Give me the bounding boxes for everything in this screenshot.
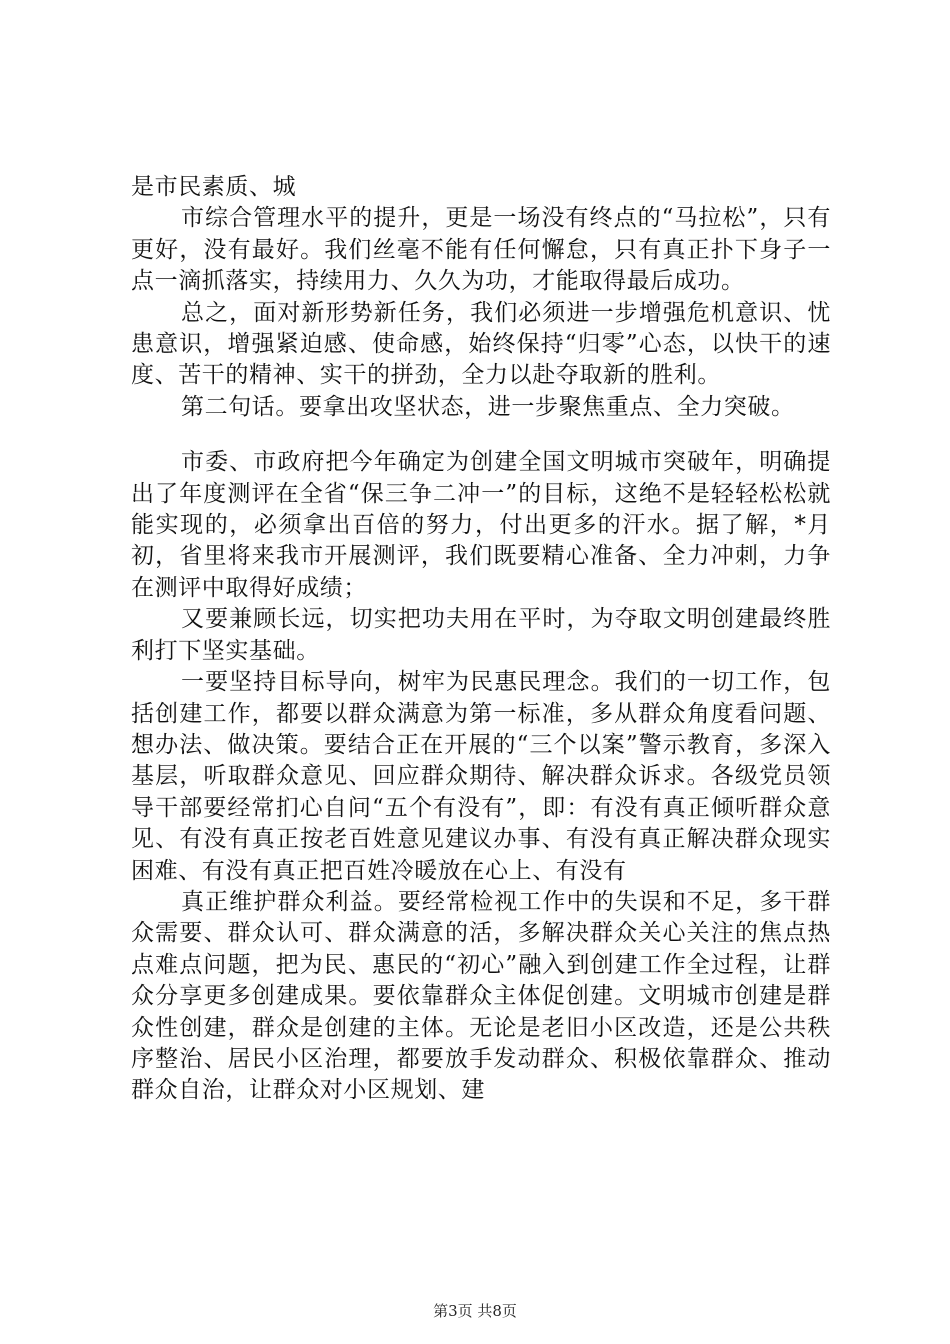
paragraph: 真正维护群众利益。要经常检视工作中的失误和不足，多干群众需要、群众认可、群众满意的活，多解决群众关心关注的焦点热点难点问题，把为民、惠民的“初心”融入到创建工作全过程，让群众分享更多创建成果。要依靠群众主体促创建。文明城市创建是群众性创建，群众是创建的主体。无论是老旧小区改造，还是公共秩序整治、居民小区治理，都要放手发动群众、积极依靠群众、推动群众自治，让群众对小区规划、建 [131,888,831,1104]
paragraph: 一要坚持目标导向，树牢为民惠民理念。我们的一切工作，包括创建工作，都要以群众满意为第一标准，多从群众角度看问题、想办法、做决策。要结合正在开展的“三个以案”警示教育，多深入基层，听取群众意见、回应群众期待、解决群众诉求。各级党员领导干部要经常扪心自问“五个有没有”，即：有没有真正倾听群众意见、有没有真正按老百姓意见建议办事、有没有真正解决群众现实困难、有没有真正把百姓冷暖放在心上、有没有 [131,669,831,884]
paragraph-spacer [131,423,831,447]
document-body [131,172,831,1107]
paragraph: 第二句话。要拿出攻坚状态，进一步聚焦重点、全力突破。 [181,393,795,420]
paragraph: 市综合管理水平的提升，更是一场没有终点的“马拉松”，只有更好，没有最好。我们丝毫不能有任何懈怠，只有真正扑下身子一点一滴抓落实，持续用力、久久为功，才能取得最后成功。 [131,205,831,295]
paragraph: 市委、市政府把今年确定为创建全国文明城市突破年，明确提出了年度测评在全省“保三争二冲一”的目标，这绝不是轻轻松松就能实现的，必须拿出百倍的努力，付出更多的汗水。据了解，*月初，省里将来我市开展测评，我们既要精心准备、全力冲刺，力争在测评中取得好成绩； [131,449,831,601]
page-footer [0,1300,950,1321]
paragraph: 又要兼顾长远，切实把功夫用在平时，为夺取文明创建最终胜利打下坚实基础。 [131,606,831,664]
paragraph: 是市民素质、城 [131,174,297,200]
paragraph: 总之，面对新形势新任务，我们必须进一步增强危机意识、忧患意识，增强紧迫感、使命感，始终保持“归零”心态，以快干的速度、苦干的精神、实干的拼劲，全力以赴夺取新的胜利。 [131,299,831,389]
page-number-label: 第3页 共8页 [433,1302,517,1320]
